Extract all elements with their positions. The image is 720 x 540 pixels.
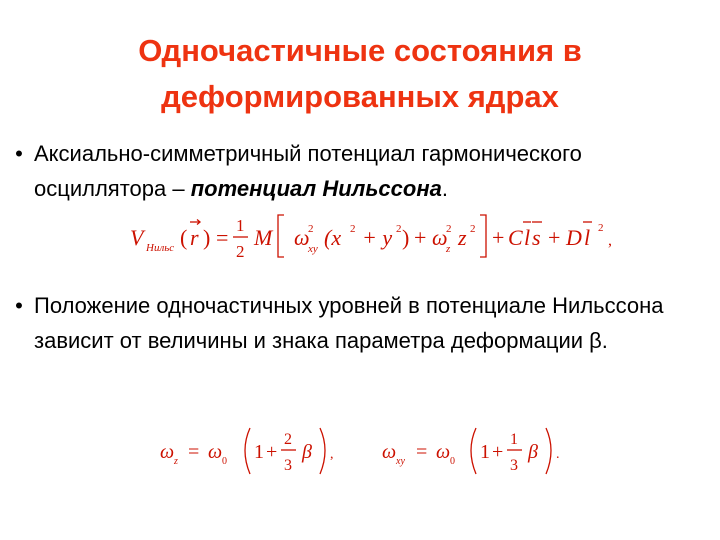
omega-z: ω bbox=[432, 225, 448, 250]
bullet-marker: • bbox=[15, 141, 23, 166]
lhs-open-paren: ( bbox=[180, 225, 188, 250]
omega-xy-one: 1 bbox=[480, 441, 490, 463]
omega-formulas bbox=[160, 420, 580, 480]
omega-xy-omega0: ω bbox=[436, 441, 451, 463]
omega-z-beta: β bbox=[302, 441, 312, 463]
slide-title bbox=[40, 28, 680, 120]
plus-1: + bbox=[414, 225, 427, 250]
omega-xy-sup: 2 bbox=[308, 223, 314, 235]
omega-z-left-paren bbox=[245, 428, 250, 474]
term-x: (x bbox=[324, 225, 342, 250]
coef-c: C bbox=[508, 225, 523, 250]
omega-xy-equals: = bbox=[416, 441, 428, 463]
bullet-1-emphasis: потенциал Нильссона bbox=[190, 176, 442, 201]
omega-xy-plus: + bbox=[492, 441, 504, 463]
omega-xy-right-paren bbox=[546, 428, 551, 474]
z-sup: 2 bbox=[470, 223, 476, 235]
omega-z-lhs: ω bbox=[160, 441, 175, 463]
bullet-marker: • bbox=[15, 293, 23, 318]
y-sup: 2 bbox=[396, 223, 402, 235]
left-bracket bbox=[278, 215, 284, 257]
term-close: ) bbox=[402, 225, 410, 250]
mass-symbol: M bbox=[254, 225, 273, 250]
omega-z-one: 1 bbox=[254, 441, 264, 463]
omega-xy-sub: xy bbox=[308, 243, 318, 255]
frac-denominator: 2 bbox=[236, 242, 245, 261]
omega-z-equals: = bbox=[188, 441, 200, 463]
omega-z-den: 3 bbox=[284, 457, 292, 474]
omega-z-num: 2 bbox=[284, 431, 292, 448]
omega-xy-lhs-sub: xy bbox=[396, 456, 405, 467]
vec-l-1: l bbox=[524, 225, 531, 250]
bullet-2-text: Положение одночастичных уровней в потенциале Нильссона зависит от величины и знака параметра деформации β. bbox=[34, 293, 664, 353]
omega-z-plus: + bbox=[266, 441, 278, 463]
omega-z-sup: 2 bbox=[446, 223, 452, 235]
omega-xy-lhs: ω bbox=[382, 441, 397, 463]
bullet-1-text bbox=[34, 136, 686, 206]
equals-sign: = bbox=[216, 225, 229, 250]
vec-s: s bbox=[532, 225, 541, 250]
omega-xy-left-paren bbox=[471, 428, 476, 474]
l-sup: 2 bbox=[598, 222, 604, 234]
omega-z-sep: , bbox=[330, 447, 334, 462]
omega-z-right-paren bbox=[320, 428, 325, 474]
frac-numerator: 1 bbox=[236, 216, 245, 235]
omega-z-sub: z bbox=[446, 243, 451, 255]
plus-3: + bbox=[548, 225, 561, 250]
omega-xy-omega0-sub: 0 bbox=[450, 456, 455, 467]
omega-z-omega0: ω bbox=[208, 441, 223, 463]
lhs-arg: r bbox=[190, 225, 199, 250]
plus-2: + bbox=[492, 225, 505, 250]
vec-l-2: l bbox=[584, 225, 591, 250]
omega-xy-den: 3 bbox=[510, 457, 518, 474]
z-var: z bbox=[458, 225, 467, 250]
term-y: + y bbox=[362, 225, 393, 250]
bullet-1-text-after: . bbox=[441, 176, 448, 201]
omega-xy-beta: β bbox=[528, 441, 538, 463]
trailing-comma: , bbox=[608, 232, 612, 249]
omega-z-omega0-sub: 0 bbox=[222, 456, 227, 467]
omega-xy: ω bbox=[294, 225, 310, 250]
lhs-symbol: V bbox=[130, 225, 144, 250]
lhs-subscript: Нильс bbox=[146, 242, 175, 254]
title-line-1: Одночастичные состояния в bbox=[138, 33, 582, 68]
bullet-1 bbox=[6, 136, 686, 206]
lhs-close-paren: ) bbox=[203, 225, 211, 250]
bullet-1-text-before: Аксиально-симметричный потенциал гармонического осциллятора – bbox=[34, 141, 582, 201]
x-sup: 2 bbox=[350, 223, 356, 235]
omega-xy-num: 1 bbox=[510, 431, 518, 448]
coef-d: D bbox=[566, 225, 582, 250]
nilsson-potential-formula bbox=[128, 205, 618, 265]
right-bracket bbox=[480, 215, 486, 257]
bullet-2 bbox=[6, 288, 686, 358]
omega-xy-end: . bbox=[556, 447, 560, 462]
omega-z-lhs-sub: z bbox=[174, 456, 178, 467]
title-line-2: деформированных ядрах bbox=[161, 79, 559, 114]
